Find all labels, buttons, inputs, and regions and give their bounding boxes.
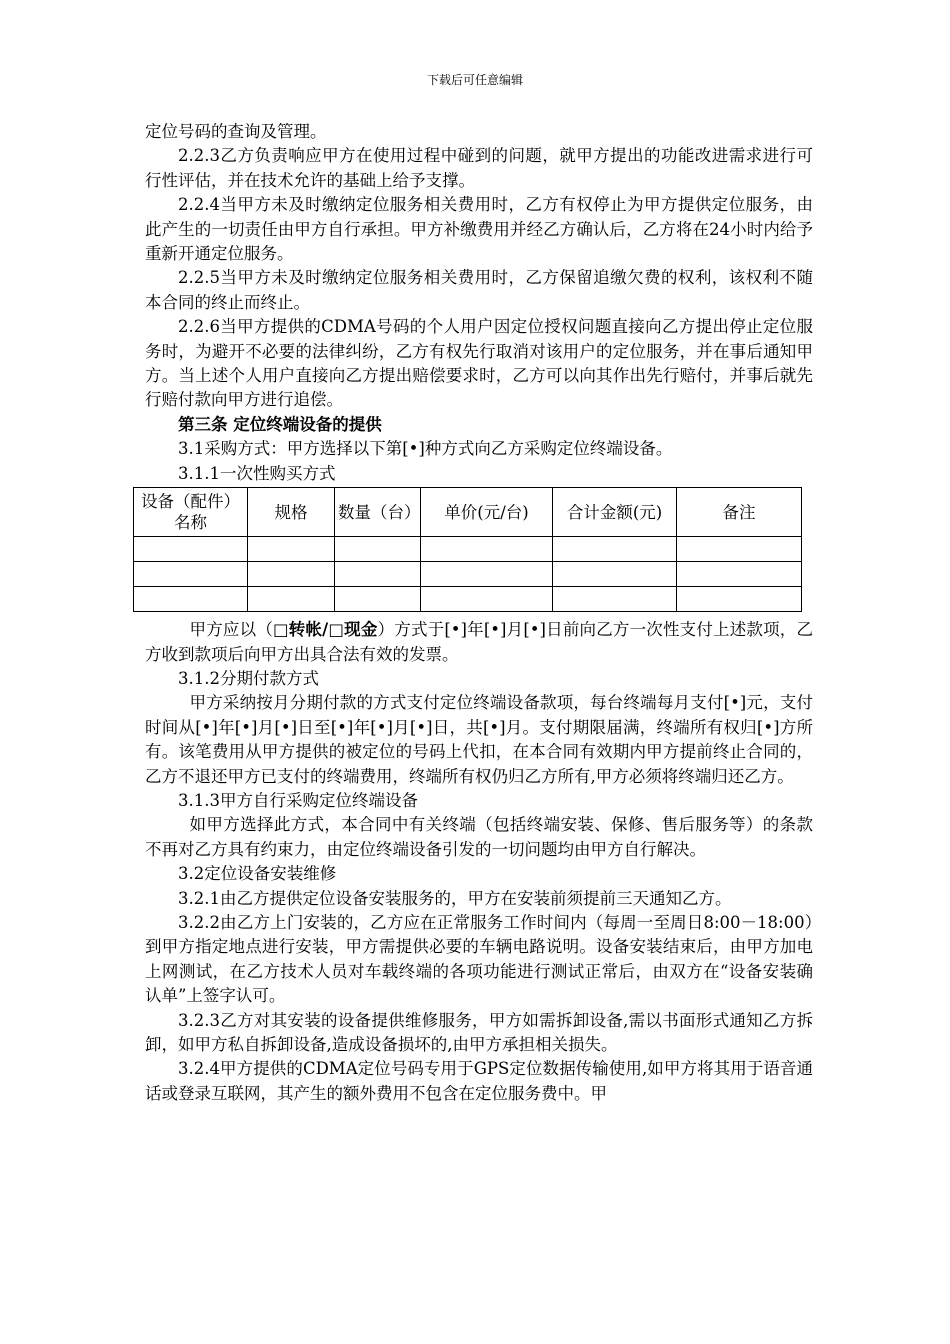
page-header-note: 下载后可任意编辑	[426, 73, 523, 87]
table-cell	[421, 587, 553, 612]
paragraph-query-management: 定位号码的查询及管理。	[145, 122, 327, 141]
paragraph-3-1-2: 3.1.2分期付款方式	[178, 668, 319, 688]
paragraph-3-2: 3.2定位设备安装维修	[178, 864, 337, 884]
paragraph-2-2-5: 2.2.5当甲方未及时缴纳定位服务相关费用时，乙方保留追缴欠费的权利，该权利不随本合同的终止而终止。	[145, 268, 813, 312]
table-cell	[134, 537, 248, 562]
paragraph-3-1-3: 3.1.3甲方自行采购定位终端设备	[178, 790, 418, 810]
table-row	[134, 587, 802, 612]
table-cell	[248, 562, 335, 587]
paragraph-3-2-4: 3.2.4甲方提供的CDMA定位号码专用于GPS定位数据传输使用,如甲方将其用于语音通话或登录互联网，其产生的额外费用不包含在定位服务费中。甲	[145, 1059, 813, 1103]
paragraph-2-2-4: 2.2.4当甲方未及时缴纳定位服务相关费用时，乙方有权停止为甲方提供定位服务，由此产生的一切责任由甲方自行承担。甲方补缴费用并经乙方确认后，乙方将在24小时内给予重新开通定位服务。	[145, 195, 813, 264]
paragraph-self-purchase-details: 如甲方选择此方式，本合同中有关终端（包括终端安装、保修、售后服务等）的条款不再对乙方具有约束力，由定位终端设备引发的一切问题均由甲方自行解决。	[145, 815, 813, 859]
col-quantity: 数量（台）	[335, 488, 421, 537]
purchase-table	[133, 487, 802, 612]
table-row	[134, 537, 802, 562]
col-unit-price: 单价(元/台)	[421, 488, 553, 537]
table-cell	[134, 587, 248, 612]
payment-text-pre: 甲方应以（	[189, 620, 274, 640]
col-remarks: 备注	[677, 488, 802, 537]
article-3-heading: 第三条 定位终端设备的提供	[178, 414, 382, 434]
table-cell	[421, 562, 553, 587]
paragraph-3-2-2: 3.2.2由乙方上门安装的，乙方应在正常服务工作时间内（每周一至周日8:00－18:00）到甲方指定地点进行安装，甲方需提供必要的车辆电路说明。设备安装结束后，由甲方加电上网测试，在乙方技术人员对车载终端的各项功能进行测试正常后，由双方在“设备安装确认单”上签字认可。	[145, 912, 813, 1006]
paragraph-2-2-3: 2.2.3乙方负责响应甲方在使用过程中碰到的问题，就甲方提出的功能改进需求进行可行性评估，并在技术允许的基础上给予支撑。	[145, 146, 813, 190]
table-cell	[553, 587, 677, 612]
table-header-row	[134, 488, 802, 537]
paragraph-3-1: 3.1采购方式：甲方选择以下第[•]种方式向乙方采购定位终端设备。	[178, 439, 673, 459]
payment-text-post: ）方式于[•]年[•]月[•]日前向乙方一次性支付上述款项，乙方收到款项后向甲方出具合法有效的发票。	[145, 620, 814, 664]
table-cell	[248, 537, 335, 562]
col-spec: 规格	[248, 488, 335, 537]
table-cell	[248, 587, 335, 612]
paragraph-3-1-1: 3.1.1一次性购买方式	[178, 463, 336, 483]
payment-options: □转帐/□现金	[273, 620, 378, 640]
paragraph-3-2-1: 3.2.1由乙方提供定位设备安装服务的，甲方在安装前须提前三天通知乙方。	[178, 888, 732, 908]
table-cell	[553, 537, 677, 562]
col-device-name: 设备（配件）名称	[134, 488, 248, 537]
table-cell	[677, 562, 802, 587]
table-cell	[335, 562, 421, 587]
paragraph-installment-details: 甲方采纳按月分期付款的方式支付定位终端设备款项，每台终端每月支付[•]元，支付时间从[•]年[•]月[•]日至[•]年[•]月[•]日，共[•]月。支付期限届满，终端所有权归[•]方所有。该笔费用从甲方提供的被定位的号码上代扣，在本合同有效期内甲方提前终止合同的，乙方不退还甲方已支付的终端费用，终端所有权仍归乙方所有,甲方必须将终端归还乙方。	[145, 693, 813, 786]
table-cell	[553, 562, 677, 587]
table-row	[134, 562, 802, 587]
table-cell	[677, 587, 802, 612]
paragraph-payment-method	[145, 618, 813, 667]
document-body	[141, 120, 814, 1106]
table-cell	[421, 537, 553, 562]
paragraph-3-2-3: 3.2.3乙方对其安装的设备提供维修服务，甲方如需拆卸设备,需以书面形式通知乙方拆卸，如甲方私自拆卸设备,造成设备损坏的,由甲方承担相关损失。	[145, 1010, 813, 1054]
table-cell	[335, 537, 421, 562]
table-cell	[134, 562, 248, 587]
table-cell	[335, 587, 421, 612]
table-cell	[677, 537, 802, 562]
paragraph-2-2-6: 2.2.6当甲方提供的CDMA号码的个人用户因定位授权问题直接向乙方提出停止定位服务时，为避开不必要的法律纠纷，乙方有权先行取消对该用户的定位服务，并在事后通知甲方。当上述个人用户直接向乙方提出赔偿要求时，乙方可以向其作出先行赔付，并事后就先行赔付款向甲方进行追偿。	[145, 317, 813, 410]
col-total-amount: 合计金额(元)	[553, 488, 677, 537]
